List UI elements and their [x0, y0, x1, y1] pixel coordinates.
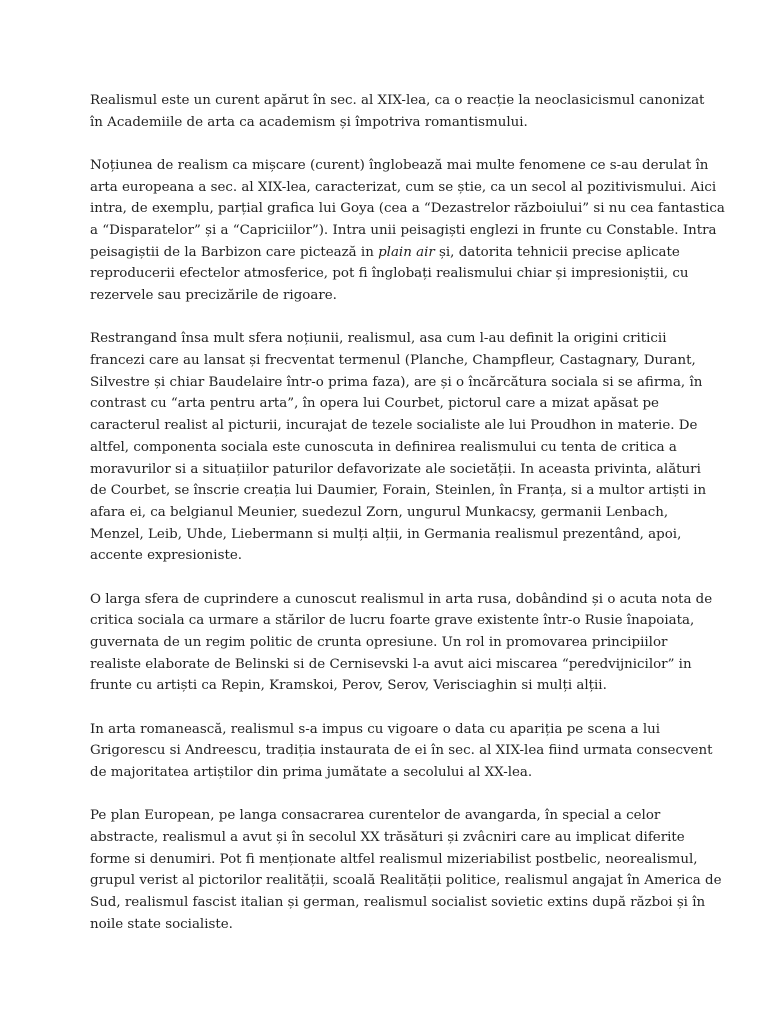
paragraph-russian-art	[90, 589, 713, 698]
text-line: Pe plan European, pe langa consacrarea curentelor de avangarda, în special a celor	[90, 808, 661, 824]
text-line: rezervele sau precizările de rigoare.	[90, 288, 337, 304]
text-line: O larga sfera de cuprindere a cunoscut realismul in arta rusa, dobândind și o acuta nota de	[90, 591, 713, 607]
text-line: de majoritatea artiștilor din prima jumătate a secolului al XX-lea.	[90, 764, 533, 780]
text-line: Sud, realismul fascist italian și german, realismul socialist sovietic extins după război și în	[90, 895, 706, 910]
text-line: Restrangand însa mult sfera noțiunii, realismul, asa cum l-au definit la origini criticii	[90, 331, 667, 347]
text-line: altfel, componenta sociala este cunoscuta in definirea realismului cu tenta de critica a	[90, 439, 677, 455]
text-line: arta europeana a sec. al XIX-lea, caracterizat, cum se știe, ca un secol al pozitivismului. Aici	[90, 179, 717, 195]
text-line: caracterul realist al picturii, incurajat de tezele socialiste ale lui Proudhon in materie. De	[90, 418, 698, 434]
text-line: Silvestre și chiar Baudelaire într-o prima faza), are și o încărcătura sociala si se afirma, în	[90, 374, 703, 390]
text-line: Noțiunea de realism ca mișcare (curent) înglobează mai multe fenomene ce s-au derulat în	[90, 157, 709, 173]
text-line: realiste elaborate de Belinski si de Cernisevski l-a avut aici miscarea “peredvijnicilor” in	[90, 656, 692, 672]
paragraph-european	[90, 805, 722, 935]
document-body	[90, 90, 725, 957]
text-line: moravurilor si a situațiilor paturilor defavorizate ale societății. In aceasta privinta, alături	[90, 461, 701, 477]
text-line: grupul verist al pictorilor realității, scoală Realității politice, realismul angajat în America de	[90, 873, 722, 889]
text-line: Realismul este un curent apărut în sec. al XIX-lea, ca o reacție la neoclasicismul canonizat	[90, 93, 705, 108]
text-line: în Academiile de arta ca academism și împotriva romantismului.	[90, 114, 528, 130]
text-line: peisagiștii de la Barbizon care pictează in plain air și, datorita tehnicii precise aplicate	[90, 244, 680, 260]
text-line: intra, de exemplu, parțial grafica lui Goya (cea a “Dezastrelor războiului” si nu cea fantastica	[90, 201, 725, 217]
text-line: reproducerii efectelor atmosferice, pot fi înglobați realismului chiar și impresioniștii, cu	[90, 266, 689, 282]
italic-phrase: plain air	[378, 244, 435, 260]
text-line: Menzel, Leib, Uhde, Liebermann si mulți alții, in Germania realismul prezentând, apoi,	[90, 526, 682, 542]
text-line: guvernata de un regim politic de crunta opresiune. Un rol in promovarea principiilor	[90, 634, 668, 650]
paragraph-restricted	[90, 328, 707, 567]
text-line: francezi care au lansat și frecventat termenul (Planche, Champfleur, Castagnary, Durant,	[90, 353, 696, 369]
paragraph-notion	[90, 155, 725, 307]
text-line: In arta romanească, realismul s-a impus cu vigoare o data cu apariția pe scena a lui	[90, 721, 661, 737]
text-line: noile state socialiste.	[90, 916, 233, 932]
text-line: frunte cu artiști ca Repin, Kramskoi, Perov, Serov, Verisciaghin si mulți alții.	[90, 678, 607, 694]
text-line: accente expresioniste.	[90, 548, 243, 564]
text-line: a “Disparatelor” și a “Capriciilor”). Intra unii peisagiști englezi in frunte cu Constable. Intra	[90, 223, 717, 239]
paragraph-intro	[90, 90, 705, 133]
text-line: Grigorescu si Andreescu, tradiția instaurata de ei în sec. al XIX-lea fiind urmata consecvent	[90, 743, 713, 759]
text-line: abstracte, realismul a avut și în secolul XX trăsături și zvâcniri care au implicat diferite	[90, 829, 685, 845]
text-line: critica sociala ca urmare a stărilor de lucru foarte grave existente într-o Rusie înapoiata,	[90, 613, 695, 629]
text-line: contrast cu “arta pentru arta”, în opera lui Courbet, pictorul care a mizat apăsat pe	[90, 396, 659, 412]
text-line: de Courbet, se înscrie creația lui Daumier, Forain, Steinlen, în Franța, si a multor artiști in	[90, 483, 707, 499]
paragraph-romanian-art	[90, 719, 713, 784]
text-line: forme si denumiri. Pot fi menționate altfel realismul mizeriabilist postbelic, neorealismul,	[90, 851, 698, 867]
text-line: afara ei, ca belgianul Meunier, suedezul Zorn, ungurul Munkacsy, germanii Lenbach,	[90, 504, 669, 520]
